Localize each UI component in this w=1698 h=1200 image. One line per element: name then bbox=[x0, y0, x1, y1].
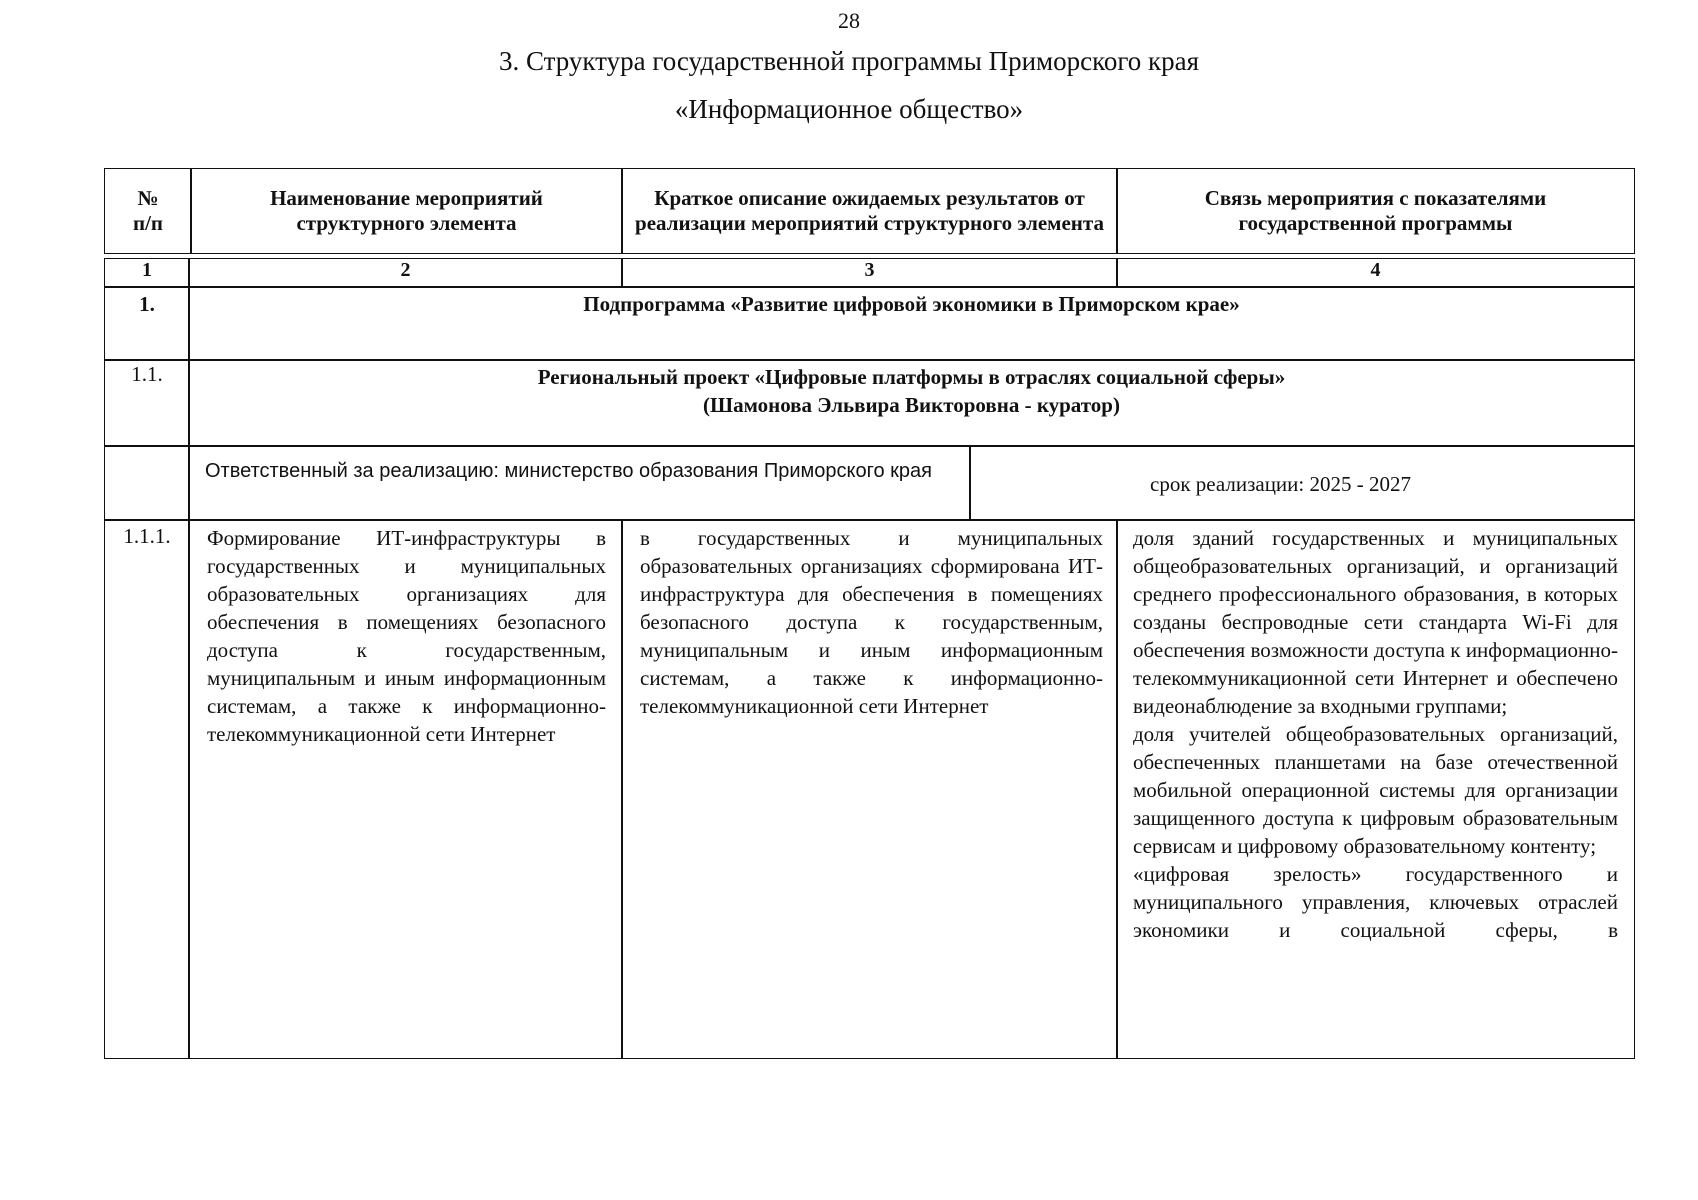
column-number-1: 1 bbox=[104, 258, 190, 288]
row-indicators-cell bbox=[1116, 519, 1635, 1059]
subprogram-number-cell bbox=[104, 286, 190, 361]
page-subtitle: «Информационное общество» bbox=[674, 94, 1024, 124]
responsible-cell bbox=[188, 445, 971, 521]
row-name-cell bbox=[188, 519, 623, 1059]
row-description-cell bbox=[621, 519, 1118, 1059]
project-number-cell bbox=[104, 359, 190, 447]
project-title-cell bbox=[188, 359, 1635, 447]
indicator-item-2: доля учителей общеобразовательных организаций, обеспеченных планшетами на базе отечественной мобильной операционной системы для организации защищенного доступа к цифровым образовательным сервисам и цифровому образовательному контенту; bbox=[1133, 722, 1618, 858]
project-number: 1.1. bbox=[131, 362, 163, 386]
column-number-3: 3 bbox=[621, 258, 1118, 288]
row-number: 1.1.1. bbox=[123, 524, 171, 548]
column-number-4: 4 bbox=[1116, 258, 1635, 288]
project-title-line2: (Шамонова Эльвира Викторовна - куратор) bbox=[703, 393, 1120, 417]
row-name: Формирование ИТ-инфраструктуры в государственных и муниципальных образовательных организациях для обеспечения в помещениях безопасного доступа к государственным, муниципальным и иным информационным системам, а также к информационно-телекоммуникационной сети Интернет bbox=[207, 526, 606, 746]
column-number-2: 2 bbox=[188, 258, 623, 288]
project-title-line1: Региональный проект «Цифровые платформы в отраслях социальной сферы» bbox=[537, 365, 1286, 389]
responsible-empty-cell bbox=[104, 445, 190, 521]
subprogram-title: Подпрограмма «Развитие цифровой экономики в Приморском крае» bbox=[583, 292, 1240, 316]
header-number: № п/п bbox=[104, 168, 192, 254]
header-indicators: Связь мероприятия с показателями государственной программы bbox=[1116, 168, 1635, 254]
row-number-cell bbox=[104, 519, 190, 1059]
subprogram-title-cell bbox=[188, 286, 1635, 361]
indicator-item-1: доля зданий государственных и муниципальных общеобразовательных организаций, и организаций среднего профессионального образования, в которых созданы беспроводные сети стандарта Wi-Fi для обеспечения возможности доступа к информационно-телекоммуникационной сети Интернет и обеспечено видеонаблюдение за входными группами; bbox=[1133, 526, 1618, 718]
row-description: в государственных и муниципальных образовательных организациях сформирована ИТ-инфраструктура для обеспечения в помещениях безопасного доступа к государственным, муниципальным и иным информационным системам, а также к информационно-телекоммуникационной сети Интернет bbox=[640, 526, 1103, 718]
page-number: 28 bbox=[838, 8, 860, 33]
page-title: 3. Структура государственной программы Приморского края bbox=[498, 46, 1200, 76]
responsible-text: Ответственный за реализацию: министерство образования Приморского края bbox=[205, 460, 932, 482]
header-description: Краткое описание ожидаемых результатов от реализации мероприятий структурного элемента bbox=[621, 168, 1118, 254]
header-name: Наименование мероприятий структурного элемента bbox=[190, 168, 623, 254]
indicator-item-3: «цифровая зрелость» государственного и муниципального управления, ключевых отраслей экономики и социальной сферы, в bbox=[1133, 862, 1618, 942]
term-cell bbox=[969, 445, 1635, 521]
implementation-term: срок реализации: 2025 - 2027 bbox=[1150, 472, 1411, 496]
subprogram-number: 1. bbox=[139, 292, 155, 316]
